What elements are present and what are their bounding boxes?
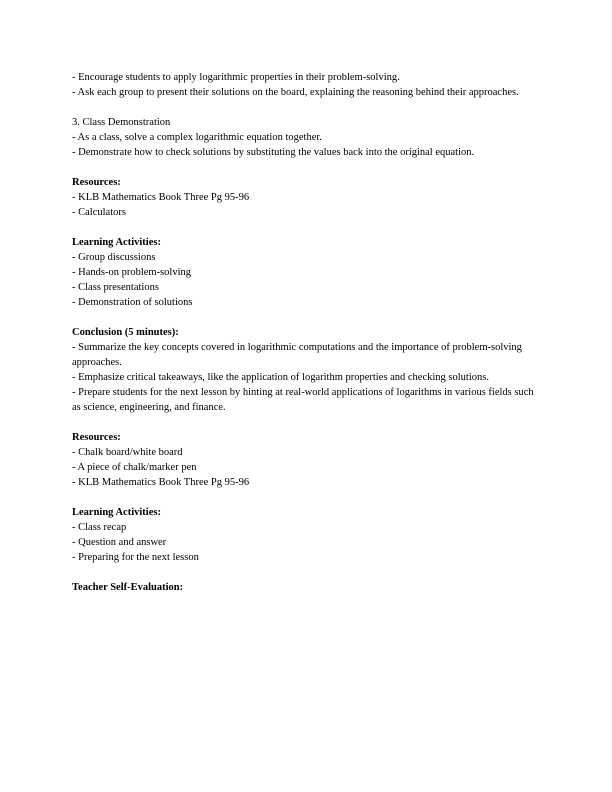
list-item: - Calculators [72,207,126,218]
list-item: - Group discussions [72,252,156,263]
spacer [72,490,540,505]
learning-activities-heading: Learning Activities: [72,237,161,248]
demo-line: - As a class, solve a complex logarithmic equation together. [72,132,322,143]
list-item: - Summarize the key concepts covered in logarithmic computations and the importance of problem-solving approaches. [72,342,522,368]
learning-activities-heading: Learning Activities: [72,507,161,518]
list-item: - A piece of chalk/marker pen [72,462,197,473]
document-page [72,70,540,595]
teacher-self-evaluation-heading: Teacher Self-Evaluation: [72,582,184,593]
list-item: - Demonstration of solutions [72,297,193,308]
list-item: - KLB Mathematics Book Three Pg 95-96 [72,192,250,203]
spacer [72,220,540,235]
spacer [72,100,540,115]
list-item: - Preparing for the next lesson [72,552,199,563]
list-item: - Emphasize critical takeaways, like the application of logarithm properties and checking solutions. [72,372,489,383]
list-item: - Chalk board/white board [72,447,183,458]
demo-line: - Demonstrate how to check solutions by substituting the values back into the original equation. [72,147,475,158]
list-item: - Class presentations [72,282,159,293]
list-item: - Class recap [72,522,127,533]
section-title-class-demonstration: 3. Class Demonstration [72,117,171,128]
conclusion-heading: Conclusion (5 minutes): [72,327,179,338]
list-item: - Question and answer [72,537,167,548]
list-item: - Hands-on problem-solving [72,267,191,278]
spacer [72,160,540,175]
intro-line: - Encourage students to apply logarithmic properties in their problem-solving. [72,72,400,83]
list-item: - KLB Mathematics Book Three Pg 95-96 [72,477,250,488]
list-item: - Prepare students for the next lesson by hinting at real-world applications of logarithms in various fields such as science, engineering, and finance. [72,387,534,413]
resources-heading: Resources: [72,177,121,188]
resources-heading: Resources: [72,432,121,443]
spacer [72,415,540,430]
spacer [72,565,540,580]
spacer [72,310,540,325]
intro-line: - Ask each group to present their solutions on the board, explaining the reasoning behind their approaches. [72,87,519,98]
